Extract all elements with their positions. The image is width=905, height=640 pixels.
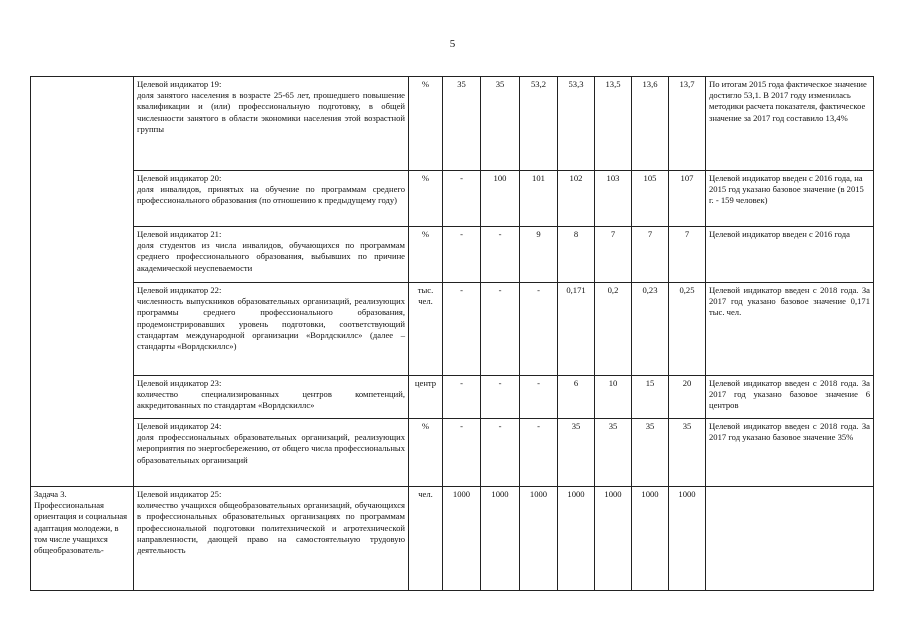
value-cell: 35 xyxy=(481,77,520,171)
indicator-cell xyxy=(134,227,409,283)
table-row xyxy=(31,487,874,591)
value-cell: 1000 xyxy=(632,487,669,591)
unit-cell: центр xyxy=(409,376,443,419)
value-cell: 6 xyxy=(558,376,595,419)
indicator-description: численность выпускников образовательных организаций, реализующих программы среднего профессионального образования, продемонстрировавших уровень подготовки, соответствующий стандартам международной организации «Ворлдскиллс» (далее – стандарты «Ворлдскиллс») xyxy=(137,296,405,352)
indicator-title: Целевой индикатор 21: xyxy=(137,229,222,239)
unit-cell: % xyxy=(409,419,443,487)
value-cell: - xyxy=(443,419,481,487)
indicator-title: Целевой индикатор 23: xyxy=(137,378,222,388)
value-cell: 107 xyxy=(669,171,706,227)
note-cell: Целевой индикатор введен с 2016 года xyxy=(706,227,874,283)
unit-cell: % xyxy=(409,227,443,283)
table-row xyxy=(31,77,874,171)
indicator-title: Целевой индикатор 24: xyxy=(137,421,222,431)
value-cell: 35 xyxy=(558,419,595,487)
note-cell: Целевой индикатор введен с 2018 года. За 2017 год указано базовое значение 6 центров xyxy=(706,376,874,419)
indicator-cell xyxy=(134,77,409,171)
value-cell: 53,2 xyxy=(520,77,558,171)
value-cell: 35 xyxy=(632,419,669,487)
indicator-cell xyxy=(134,283,409,376)
value-cell: 1000 xyxy=(520,487,558,591)
indicator-description: количество специализированных центров компетенций, аккредитованных по стандартам «Ворлдскиллс» xyxy=(137,389,405,411)
value-cell: - xyxy=(443,376,481,419)
value-cell: 8 xyxy=(558,227,595,283)
value-cell: 1000 xyxy=(595,487,632,591)
indicator-description: доля профессиональных образовательных организаций, реализующих мероприятия по энергосбережению, от общего числа профессиональных образовательных организаций xyxy=(137,432,405,465)
unit-cell: % xyxy=(409,171,443,227)
indicator-description: доля инвалидов, принятых на обучение по программам среднего профессионального образования (по отношению к предыдущему году) xyxy=(137,184,405,206)
value-cell: 102 xyxy=(558,171,595,227)
value-cell: 13,6 xyxy=(632,77,669,171)
note-cell: Целевой индикатор введен с 2018 года. За 2017 год указано базовое значение 0,171 тыс. чел. xyxy=(706,283,874,376)
value-cell: - xyxy=(443,171,481,227)
value-cell: 35 xyxy=(669,419,706,487)
table-row xyxy=(31,227,874,283)
value-cell: 0,23 xyxy=(632,283,669,376)
value-cell: - xyxy=(520,419,558,487)
indicator-cell xyxy=(134,487,409,591)
value-cell: 35 xyxy=(595,419,632,487)
value-cell: 1000 xyxy=(669,487,706,591)
task-cell xyxy=(31,77,134,487)
value-cell: - xyxy=(520,283,558,376)
indicators-table xyxy=(30,76,874,591)
value-cell: 7 xyxy=(632,227,669,283)
value-cell: 0,25 xyxy=(669,283,706,376)
indicator-title: Целевой индикатор 20: xyxy=(137,173,222,183)
value-cell: 35 xyxy=(443,77,481,171)
value-cell: 1000 xyxy=(443,487,481,591)
value-cell: 1000 xyxy=(558,487,595,591)
note-cell xyxy=(706,487,874,591)
value-cell: 13,7 xyxy=(669,77,706,171)
value-cell: 0,171 xyxy=(558,283,595,376)
value-cell: 1000 xyxy=(481,487,520,591)
unit-cell: тыс. чел. xyxy=(409,283,443,376)
indicator-title: Целевой индикатор 22: xyxy=(137,285,222,295)
unit-cell: % xyxy=(409,77,443,171)
indicator-description: доля занятого населения в возрасте 25-65 лет, прошедшего повышение квалификации и (или) профессиональную подготовку, в общей численности занятого в области экономики населения этой возрастной группы xyxy=(137,90,405,134)
value-cell: 103 xyxy=(595,171,632,227)
value-cell: 7 xyxy=(595,227,632,283)
table-row xyxy=(31,376,874,419)
value-cell: - xyxy=(481,376,520,419)
value-cell: - xyxy=(520,376,558,419)
value-cell: 53,3 xyxy=(558,77,595,171)
value-cell: - xyxy=(443,283,481,376)
indicator-cell xyxy=(134,376,409,419)
value-cell: 0,2 xyxy=(595,283,632,376)
table-row xyxy=(31,171,874,227)
indicator-title: Целевой индикатор 25: xyxy=(137,489,222,499)
table-row xyxy=(31,419,874,487)
indicator-title: Целевой индикатор 19: xyxy=(137,79,222,89)
indicator-cell xyxy=(134,171,409,227)
table-row xyxy=(31,283,874,376)
value-cell: 15 xyxy=(632,376,669,419)
value-cell: 9 xyxy=(520,227,558,283)
page-number: 5 xyxy=(449,38,456,50)
value-cell: 105 xyxy=(632,171,669,227)
value-cell: - xyxy=(443,227,481,283)
unit-cell: чел. xyxy=(409,487,443,591)
value-cell: 13,5 xyxy=(595,77,632,171)
value-cell: 101 xyxy=(520,171,558,227)
value-cell: - xyxy=(481,283,520,376)
note-cell: Целевой индикатор введен с 2016 года, на 2015 год указано базовое значение (в 2015 г. - 159 человек) xyxy=(706,171,874,227)
value-cell: 20 xyxy=(669,376,706,419)
value-cell: 10 xyxy=(595,376,632,419)
note-cell: Целевой индикатор введен с 2018 года. За 2017 год указано базовое значение 35% xyxy=(706,419,874,487)
indicator-cell xyxy=(134,419,409,487)
task-cell: Задача 3. Профессиональная ориентация и социальная адаптация молодежи, в том числе учащихся общеобразователь- xyxy=(31,487,134,591)
indicator-description: доля студентов из числа инвалидов, обучающихся по программам среднего профессионального образования, выбывших по причине академической неуспеваемости xyxy=(137,240,405,273)
value-cell: - xyxy=(481,227,520,283)
note-cell: По итогам 2015 года фактическое значение достигло 53,1. В 2017 году изменилась методики расчета показателя, фактическое значение за 2017 год составило 13,4% xyxy=(706,77,874,171)
value-cell: 100 xyxy=(481,171,520,227)
value-cell: 7 xyxy=(669,227,706,283)
indicator-description: количество учащихся общеобразовательных организаций, обучающихся в профессиональных образовательных организациях по программам профессиональной подготовки политехнической и агротехнической направленности, дающей право на самостоятельную трудовую деятельность xyxy=(137,500,405,556)
value-cell: - xyxy=(481,419,520,487)
